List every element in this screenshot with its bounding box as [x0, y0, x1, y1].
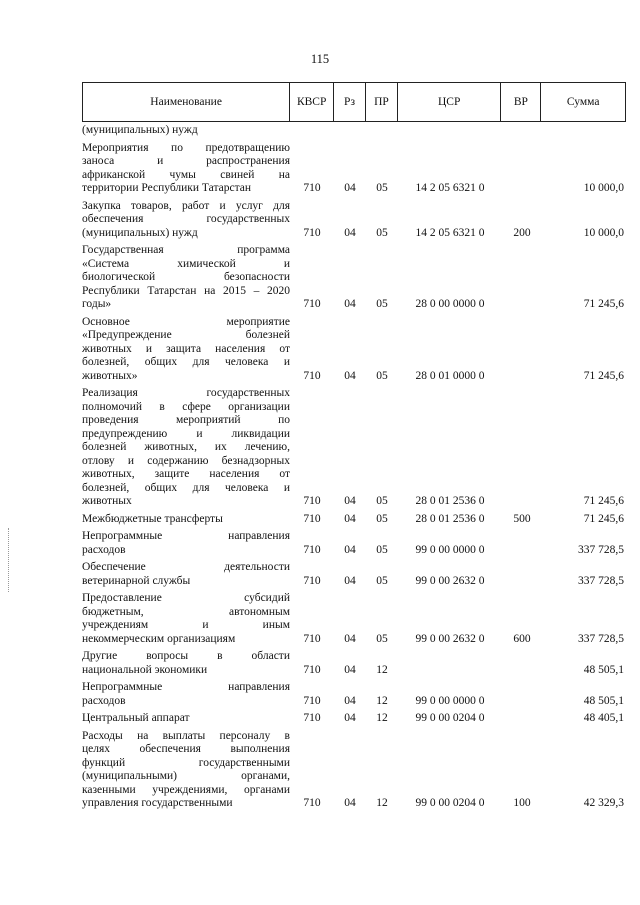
row-name	[82, 244, 290, 312]
row-csr: 99 0 00 0000 0	[415, 543, 485, 556]
table-header	[82, 82, 626, 122]
row-csr: 28 0 00 0000 0	[415, 298, 485, 310]
row-rz: 04	[344, 797, 356, 809]
row-name-line: животных, защите населения от	[82, 468, 290, 480]
table-row	[82, 124, 626, 138]
row-name-line: Расходы на выплаты персоналу в	[82, 729, 290, 742]
row-name-line: учреждениям и иным	[82, 619, 290, 631]
row-sum: 10 000,0	[583, 182, 624, 194]
row-rz: 04	[344, 694, 356, 707]
row-name-line: (муниципальных) нужд	[82, 124, 198, 136]
table-row	[82, 681, 626, 708]
row-sum: 71 245,6	[583, 495, 624, 507]
row-pr: 12	[376, 712, 388, 724]
row-name	[82, 200, 290, 241]
scan-margin-mark	[8, 528, 10, 592]
row-name-line: Межбюджетные трансферты	[82, 512, 223, 525]
table-row	[82, 712, 626, 726]
row-sum: 337 728,5	[578, 574, 624, 587]
row-csr: 14 2 05 6321 0	[415, 226, 485, 239]
row-name-line: Непрограммные направления	[82, 530, 290, 542]
row-vr: 100	[513, 797, 531, 809]
row-pr: 12	[376, 694, 388, 707]
row-name-line: Непрограммные направления	[82, 681, 290, 693]
row-name-line: Основное мероприятие	[82, 315, 290, 328]
row-name-line: расходов	[82, 543, 126, 556]
page-number: 115	[310, 52, 330, 66]
row-pr: 05	[376, 369, 388, 382]
row-vr: 500	[513, 512, 531, 525]
table-row	[82, 530, 626, 557]
row-name	[82, 387, 290, 509]
row-pr: 12	[376, 663, 388, 676]
row-kvsr: 710	[303, 226, 321, 239]
header-name: Наименование	[83, 83, 290, 121]
row-name-line: «Предупреждение болезней	[82, 329, 290, 341]
row-csr: 99 0 00 0204 0	[415, 797, 485, 809]
row-name	[82, 513, 290, 527]
row-sum: 48 505,1	[583, 663, 624, 676]
row-rz: 04	[344, 369, 356, 382]
row-sum: 48 405,1	[583, 712, 624, 724]
row-name-line: Другие вопросы в области	[82, 650, 290, 662]
row-name-line: Государственная программа	[82, 244, 290, 256]
row-name-line: отлову и содержанию безнадзорных	[82, 454, 290, 467]
row-name-line: биологической безопасности	[82, 271, 290, 283]
row-kvsr: 710	[303, 182, 321, 194]
row-kvsr: 710	[303, 797, 321, 809]
row-name-line: животных	[82, 495, 132, 507]
row-kvsr: 710	[303, 694, 321, 707]
row-rz: 04	[344, 543, 356, 556]
row-kvsr: 710	[303, 298, 321, 310]
row-rz: 04	[344, 574, 356, 587]
row-csr: 28 0 01 2536 0	[415, 495, 485, 507]
row-pr: 12	[376, 797, 388, 809]
row-name	[82, 681, 290, 708]
row-sum: 48 505,1	[583, 694, 624, 707]
row-csr: 28 0 01 2536 0	[415, 512, 485, 525]
row-name-line: ветеринарной службы	[82, 574, 191, 587]
row-name	[82, 124, 290, 138]
row-name-line: функций государственными	[82, 756, 290, 769]
row-sum: 71 245,6	[583, 298, 624, 310]
row-name-line: национальной экономики	[82, 663, 208, 676]
row-pr: 05	[376, 182, 388, 194]
row-name	[82, 530, 290, 557]
row-name-line: расходов	[82, 694, 126, 707]
header-kvsr: КВСР	[290, 83, 334, 121]
row-name	[82, 650, 290, 677]
header-pr: ПР	[366, 83, 398, 121]
row-rz: 04	[344, 632, 356, 645]
row-name-line: Предоставление субсидий	[82, 592, 290, 604]
row-name-line: животных и защита населения от	[82, 342, 290, 355]
row-csr: 14 2 05 6321 0	[415, 182, 485, 194]
row-name-line: годы»	[82, 298, 112, 310]
table-row	[82, 387, 626, 509]
table-body	[82, 124, 626, 815]
row-vr: 600	[513, 632, 531, 645]
row-pr: 05	[376, 543, 388, 556]
table-row	[82, 200, 626, 241]
row-name-line: некоммерческим организациям	[82, 632, 236, 645]
row-csr: 99 0 00 0000 0	[415, 694, 485, 707]
header-sum: Сумма	[566, 96, 600, 108]
row-rz: 04	[344, 712, 356, 724]
row-name-line: Реализация государственных	[82, 387, 290, 399]
row-rz: 04	[344, 182, 356, 194]
row-pr: 05	[376, 495, 388, 507]
row-name-line: «Система химической и	[82, 257, 290, 270]
row-vr: 200	[513, 226, 531, 239]
row-name-line: болезней животных, их лечению,	[82, 441, 290, 453]
row-name-line: Мероприятия по предотвращению	[82, 141, 290, 154]
table-row	[82, 142, 626, 196]
table-row	[82, 561, 626, 588]
row-name-line: управления государственными	[82, 797, 233, 809]
row-rz: 04	[344, 226, 356, 239]
row-sum: 337 728,5	[578, 632, 624, 645]
row-name-line: Обеспечение деятельности	[82, 561, 290, 573]
row-name	[82, 316, 290, 384]
row-name-line: предупреждению и ликвидации	[82, 427, 290, 440]
row-csr: 99 0 00 2632 0	[415, 632, 485, 645]
header-csr: ЦСР	[398, 83, 502, 121]
row-name-line: целях обеспечения выполнения	[82, 743, 290, 755]
row-kvsr: 710	[303, 663, 321, 676]
row-name-line: болезней, общих для человека и	[82, 356, 290, 368]
header-rz: Рз	[334, 83, 366, 121]
row-name	[82, 561, 290, 588]
table-row	[82, 244, 626, 312]
row-name-line: казенными учреждениями, органами	[82, 783, 290, 796]
row-name-line: полномочий в сфере организации	[82, 400, 290, 413]
table-row	[82, 650, 626, 677]
row-sum: 71 245,6	[583, 512, 624, 525]
row-name-line: (муниципальных) нужд	[82, 226, 198, 239]
row-sum: 42 329,3	[583, 797, 624, 809]
row-name-line: болезней, общих для человека и	[82, 481, 290, 494]
row-name-line: обеспечения государственных	[82, 213, 290, 225]
row-name-line: Республики Татарстан на 2015 – 2020	[82, 284, 290, 297]
row-csr: 99 0 00 2632 0	[415, 574, 485, 587]
row-pr: 05	[376, 512, 388, 525]
row-name	[82, 592, 290, 646]
row-name-line: Закупка товаров, работ и услуг для	[82, 199, 290, 212]
row-pr: 05	[376, 574, 388, 587]
row-kvsr: 710	[303, 369, 321, 382]
row-name-line: животных»	[82, 369, 138, 382]
row-name-line: территории Республики Татарстан	[82, 182, 252, 194]
row-name-line: бюджетным, автономным	[82, 605, 290, 618]
row-name	[82, 712, 290, 726]
row-csr: 99 0 00 0204 0	[415, 712, 485, 724]
header-vr: ВР	[501, 83, 541, 121]
row-name	[82, 142, 290, 196]
row-kvsr: 710	[303, 712, 321, 724]
row-name-line: проведения мероприятий по	[82, 414, 290, 426]
table-row	[82, 316, 626, 384]
row-kvsr: 710	[303, 512, 321, 525]
table-row	[82, 730, 626, 811]
row-sum: 337 728,5	[578, 543, 624, 556]
row-kvsr: 710	[303, 574, 321, 587]
row-pr: 05	[376, 298, 388, 310]
row-rz: 04	[344, 663, 356, 676]
row-pr: 05	[376, 226, 388, 239]
row-name-line: африканской чумы свиней на	[82, 168, 290, 181]
row-rz: 04	[344, 512, 356, 525]
row-csr: 28 0 01 0000 0	[415, 369, 485, 382]
table-row	[82, 513, 626, 527]
row-kvsr: 710	[303, 543, 321, 556]
row-name-line: заноса и распространения	[82, 155, 290, 167]
row-rz: 04	[344, 298, 356, 310]
row-kvsr: 710	[303, 495, 321, 507]
row-sum: 10 000,0	[583, 226, 624, 239]
row-name-line: Центральный аппарат	[82, 712, 190, 724]
row-kvsr: 710	[303, 632, 321, 645]
row-name	[82, 730, 290, 811]
table-row	[82, 592, 626, 646]
row-sum: 71 245,6	[583, 369, 624, 382]
row-rz: 04	[344, 495, 356, 507]
row-name-line: (муниципальными) органами,	[82, 770, 290, 782]
row-pr: 05	[376, 632, 388, 645]
